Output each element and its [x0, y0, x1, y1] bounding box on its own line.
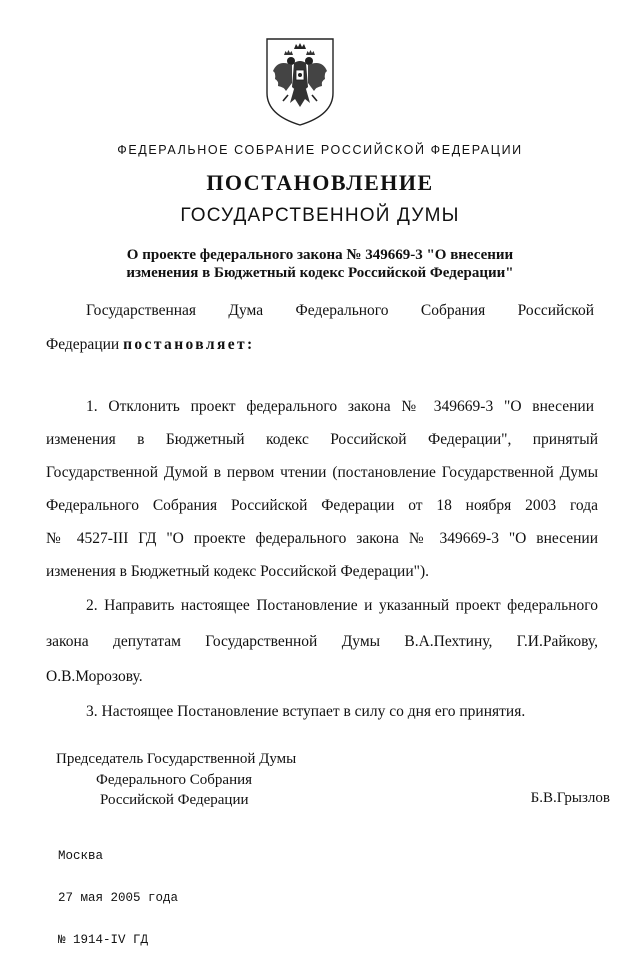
signatory-title-line: Российской Федерации: [100, 792, 249, 808]
item-2-line: 2. Направить настоящее Постановление и указанный проект федерального: [86, 597, 598, 614]
date: 27 мая 2005 года: [58, 891, 179, 905]
signatory-name: Б.В.Грызлов: [530, 790, 610, 806]
document-number: № 1914-IV ГД: [58, 933, 149, 947]
signatory-title-line: Федерального Собрания: [96, 772, 253, 788]
item-1-line: № 4527-III ГД "О проекте федерального закона № 349669-3 "О внесении: [46, 530, 598, 547]
preamble-line: [46, 336, 255, 354]
item-2-line: закона депутатам Государственной Думы В.А.Пехтину, Г.И.Райкову,: [46, 633, 598, 650]
document-subject: [0, 246, 640, 282]
signatory-title-line: Председатель Государственной Думы: [56, 751, 297, 767]
subject-line: изменения в Бюджетный кодекс Российской Федерации": [126, 265, 514, 281]
coat-of-arms-icon: [264, 37, 336, 127]
place-date-number: [58, 821, 178, 961]
document-issuer: ГОСУДАРСТВЕННОЙ ДУМЫ: [180, 205, 460, 226]
preamble-text: Федерации: [46, 336, 124, 353]
item-1-line: 1. Отклонить проект федерального закона № 349669-3 "О внесении: [86, 398, 594, 415]
assembly-title: ФЕДЕРАЛЬНОЕ СОБРАНИЕ РОССИЙСКОЙ ФЕДЕРАЦИИ: [117, 143, 523, 157]
item-1-line: изменения в Бюджетный кодекс Российской Федерации", принятый: [46, 431, 598, 448]
preamble-line: Государственная Дума Федерального Собрания Российской: [86, 302, 594, 319]
city: Москва: [58, 849, 104, 863]
item-3-line: 3. Настоящее Постановление вступает в силу со дня его принятия.: [86, 703, 526, 720]
preamble-verb: постановляет:: [123, 336, 255, 353]
item-1-line: изменения в Бюджетный кодекс Российской Федерации").: [46, 563, 430, 580]
item-1-line: Государственной Думой в первом чтении (постановление Государственной Думы: [46, 464, 598, 481]
item-2-line: О.В.Морозову.: [46, 668, 143, 685]
subject-line: О проекте федерального закона № 349669-3 "О внесении: [126, 247, 514, 263]
document-type: ПОСТАНОВЛЕНИЕ: [206, 170, 434, 195]
item-1-line: Федерального Собрания Российской Федерации от 18 ноября 2003 года: [46, 497, 598, 514]
